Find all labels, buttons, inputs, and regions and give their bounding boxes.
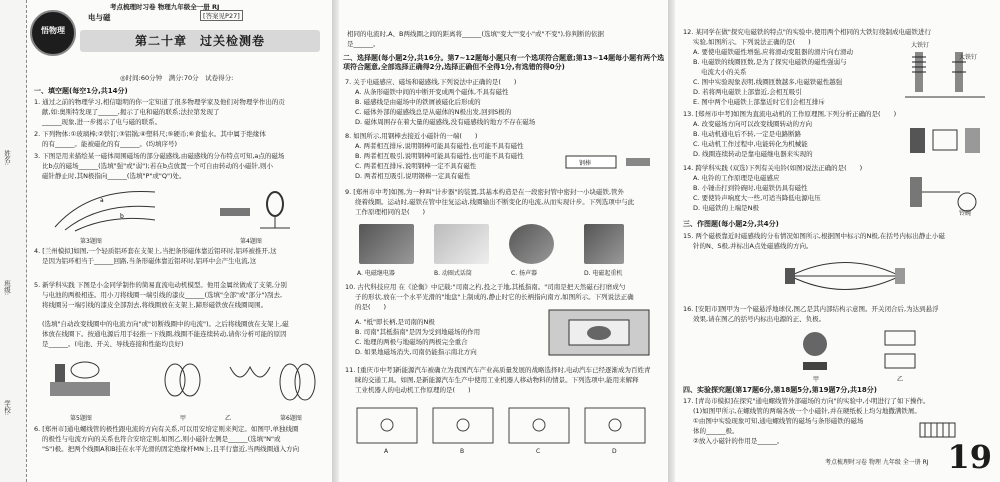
page-right	[675, 0, 1000, 482]
option-line: B. 两者相互吸引,说明钢棒可能具有磁性,也可能不具有磁性	[355, 152, 524, 160]
figure-caption: 第5题图	[70, 415, 92, 422]
question-line: 是______。	[347, 40, 380, 48]
question-line: 是因为铝环相当于______回路,当条形磁体靠近铝环时,铝环中会产生电流,这	[42, 257, 257, 265]
question-line: 效果,请在图乙的括号内标出电源的正、负极。	[693, 315, 826, 323]
question-line: 6. [郑州市]通电螺线管的极性跟电流的方向有关系,可以用安培定则来判定。如图甲,单独线圈	[34, 425, 299, 433]
binding-strip	[0, 0, 27, 482]
crane-photo	[584, 224, 624, 264]
question-line: 磁针静止时,其N极指向______(选填"P"或"Q")处。	[42, 172, 186, 180]
field-lines-figure	[785, 254, 905, 299]
unit-label: 电与磁	[88, 13, 111, 22]
figure-label: 铃碗	[959, 210, 972, 217]
question-line: 17. [青岛市模拟]在探究"通电螺线管外部磁场的方向"的实验中,小明进行了如下操作。	[683, 397, 930, 405]
option-line: 电流大小的关系	[701, 68, 747, 76]
question-line: 比b点的磁场______(选填"强"或"弱");若在b点放置一个可自由转动的小磁针,则小	[42, 162, 274, 170]
question-line: 的有______。能被磁化的有______。(均填序号)	[42, 140, 178, 148]
figure-label: 大铁钉	[959, 54, 978, 61]
question-line: 3. 下图是用来描绘某一磁体周围磁场的部分磁感线,由磁感线的分布特点可知,a点的磁场	[34, 152, 285, 160]
question-line: 7. 关于电磁感应、磁场和磁感线,下列说法中正确的是( )	[345, 78, 517, 86]
option-line: C. 地理的两极与地磁场的两极完全重合	[355, 338, 468, 346]
question-line: 15. 两个磁极靠近时磁感线的分布情况如图所示,根据图中标示的N极,在括号内标出静止小磁	[683, 232, 945, 240]
question-line: 16. [安阳市]图甲为一个磁悬浮地球仪,图乙是其内部结构示意图。开关闭合后,为达到悬浮	[683, 305, 939, 313]
option-label: B	[460, 448, 465, 455]
section-heading: 四、实验探究题(第17题6分,第18题5分,第19题7分,共18分)	[683, 386, 877, 394]
microphone-photo	[434, 224, 489, 264]
school-label: 学校:	[3, 400, 11, 416]
question-line: 工作原理相同的是( )	[355, 208, 426, 216]
question-line: 14. 跨学科实践 (双选)下列有关电铃(如图)说法正确的是( )	[683, 164, 863, 172]
electric-bell-figure	[905, 172, 985, 217]
question-line: 实验,如图所示。下列说法正确的是( )	[693, 38, 811, 46]
question-line: "S")极。把两个线圈A和B挂在水平光滑的固定绝缘杆MN上,且平行靠近,当两线圈通入方向	[42, 445, 300, 453]
figure-caption: 甲	[813, 376, 820, 383]
option-line: B. 磁感线是由磁场中的铁屑被磁化后形成的	[355, 98, 481, 106]
exam-meta: ◎时间:60分钟 满分:70分 试卷得分:	[120, 74, 234, 82]
option-label: D	[612, 448, 617, 455]
option-line: D. 如果地磁场消失,司南仍能指示南北方向	[355, 348, 477, 356]
option-label: B. 动圈式话筒	[434, 270, 472, 277]
question-line: 工业机器人的电动机工作原理的是( )	[355, 386, 471, 394]
section-heading: 一、填空题(每空1分,共14分)	[34, 87, 128, 95]
brand-logo: 悟物理	[30, 10, 76, 56]
option-line: D. 两者相互吸引,说明钢棒一定具有磁性	[355, 172, 471, 180]
class-label: 班级:	[3, 280, 11, 296]
question-line: 是______。(电池、开关、导线连接和性能均良好)	[42, 340, 184, 348]
option-label: A. 电磁继电器	[357, 270, 395, 277]
option-line: A. 从条形磁铁中间的中断开变成两个磁体,不具有磁性	[355, 88, 509, 96]
question-line: 2. 下列物体:①玻璃棒;②铁钉;③铝锅;④塑料尺;⑤硬币;⑥食盐水。其中属于绝缘体	[34, 130, 266, 138]
svg-text:b: b	[120, 213, 124, 220]
maglev-globe-figure	[785, 326, 945, 376]
question-line: 体放在线圈下。按通电源后用手轻推一下线圈,线圈不能连续转动,请你分析可能的原因	[42, 330, 287, 338]
aluminum-ring-diagram	[215, 190, 295, 230]
option-label: C	[536, 448, 541, 455]
page-left	[0, 0, 338, 482]
magnetic-field-diagram	[50, 182, 160, 232]
question-line: 针的N、S极,并标出A点处磁感线的方向。	[693, 242, 813, 250]
running-header: 考点梳理时习卷 物理九年级全一册 RJ	[110, 3, 220, 11]
section-heading: 三、作图题(每小题2分,共4分)	[683, 220, 779, 228]
question-line: (1)如图甲所示,在螺线管的两端各放一个小磁针,并在硬纸板上均匀地撒满铁屑。	[693, 407, 921, 415]
question-line: 体的______极。	[693, 427, 739, 435]
option-line: D. 若将两电磁铁上部靠近,会相互吸引	[693, 88, 802, 96]
question-line: 8. 如图所示,用钢棒去接近小磁针的一端( )	[345, 132, 478, 140]
figure-label: 钢棒	[579, 160, 592, 167]
question-line: (选填"自动改变线圈中的电流方向"或"切断线圈中的电流")。之后将线圈放在支架上,磁	[42, 320, 289, 328]
option-line: A. 要使电磁铁磁性增强,应将滑动变阻器的滑片向右滑动	[693, 48, 854, 56]
steel-rod-diagram	[564, 148, 654, 178]
question-line: 与电池的两极相连。用小刀将线圈一端引线的漆皮______(选填"全部"或"部分")刮去,	[42, 291, 283, 299]
question-line: 睐的交通工具。如图,是新能源汽车生产中使用工业机器人移动物料的情景。下列选项中,能用来解释	[355, 376, 639, 384]
question-line: 的是( )	[355, 303, 387, 311]
question-line: 4. [兰州模拟]如图,一个轻质铝环套在支架上,当把条形磁体靠近铝环时,铝环被推开,这	[34, 247, 277, 255]
option-line: B. 司南"其柢指南"是因为受到地磁场的作用	[355, 328, 481, 336]
option-line: C. 要使铃声响度大一些,可适当降低电源电压	[693, 194, 821, 202]
figure-caption: 第3题图	[80, 238, 102, 245]
question-line: 5. 新学科实践 下图是小金同学制作的简易直流电动机模型。他用金属丝做成了支架,分别	[34, 281, 287, 289]
figure-caption: 第4题图	[240, 238, 262, 245]
option-line: A. 改变磁场方向可以改变线圈转动的方向	[693, 120, 812, 128]
question-line: 12. 某同学在做"探究电磁铁的特点"的实验中,使用两个相同的大铁钉绕制成电磁铁进行	[683, 28, 931, 36]
option-line: D. 磁体周围存在着大量的磁感线,没有磁感线的地方不存在磁场	[355, 118, 536, 126]
question-line: 子的形状,放在一个水平光滑的"地盘"上制成的,静止时它的长柄指向南方,如图所示。下列说法正确	[355, 293, 634, 301]
question-line: ______现象,进一步揭示了电与磁的联系。	[42, 118, 162, 126]
option-line: D. 电磁铁的上端是N极	[693, 204, 759, 212]
option-label: D. 电磁起重机	[584, 270, 623, 277]
figure-caption: 甲	[180, 415, 187, 422]
page-middle	[339, 0, 674, 482]
question-line: 相同的电流时,A、B两线圈之间的距离将______(选填"变大""变小"或"不变"),你判断的依据	[347, 30, 605, 38]
question-line: 将线圈另一端引线的漆皮全部刮去,将线圈放在支架上,蹄形磁铁放在线圈周围。	[42, 301, 268, 309]
motor-and-coil-figures	[40, 352, 320, 412]
question-line: 的极性与电流方向的关系也符合安培定则,如图乙,则小磁针左侧是______(选填"N"或	[42, 435, 281, 443]
option-line: C. 电动机工作过程中,电能转化为机械能	[693, 140, 808, 148]
question-line: 9. [郑州市中考]如图,为一种叫"计步器"的装置,其基本构造是在一段密封管中密封一小块磁铁,管外	[345, 188, 625, 196]
question-line: ②放入小磁针的作用是______。	[693, 437, 784, 445]
option-label: C. 扬声器	[511, 270, 538, 277]
question-line: 献,如:奥斯特发现了______,揭示了电和磁的联系;法拉第发现了	[42, 108, 220, 116]
option-line: A. 两者相互排斥,说明钢棒可能具有磁性,也可能不具有磁性	[355, 142, 524, 150]
circuit-options-figure	[355, 400, 655, 455]
question-line: 11. [重庆市中考]新能源汽车被确立为我国汽车产业高质量发展的战略选择时,电动汽车已经逐渐成为百姓青	[345, 366, 651, 374]
option-line: C. 两者相互排斥,说明钢棒一定不具有磁性	[355, 162, 477, 170]
option-line: B. 电磁铁的线圈匝数,是为了探究电磁铁的磁性强弱与	[693, 58, 847, 66]
dc-motor-figure	[905, 118, 985, 163]
speaker-photo	[509, 224, 554, 264]
chapter-title: 第二十章 过关检测卷	[80, 30, 320, 52]
option-line: B. 电动机通电后不转,一定是电路断路	[693, 130, 802, 138]
question-line: 1. 通过之前的物理学习,相信聪明的你一定知道了很多物理学家及他们对物理学作出的贡	[34, 98, 285, 106]
option-line: C. 磁体外部的磁感线总是从磁体的N极出发,回到S极的	[355, 108, 512, 116]
option-line: E. 图中两个电磁铁上部靠近时它们会相互排斥	[693, 98, 825, 106]
figure-caption: 第6题图	[280, 415, 302, 422]
electromagnet-figure	[900, 42, 990, 102]
name-label: 姓名:	[3, 150, 11, 166]
option-line: A. 电铃的工作原理是电磁感应	[693, 174, 780, 182]
option-line: C. 图中实验现象表明,线圈匝数越多,电磁铁磁性越强	[693, 78, 843, 86]
page-footer: 考点梳理时习卷 物理 九年级 全一册 RJ	[825, 459, 929, 466]
section-heading: 二、选择题(每小题2分,共16分。第7~12题每小题只有一个选项符合题意;第13~14题每小题有两个选项符合题意,全部选择正确得2分,选择正确但不全得1分,有选错的得0分)	[343, 54, 665, 71]
page-number: 19	[947, 438, 992, 476]
question-line: 13. [郑州市中考]如图为直流电动机的工作原理图,下列分析正确的是( )	[683, 110, 897, 118]
option-line: D. 线圈连续转动是靠电磁继电器来实现的	[693, 150, 813, 158]
answer-ref: [答案见P27]	[200, 10, 243, 21]
figure-caption: 乙	[225, 415, 232, 422]
question-line: 10. 古代科技应用 在《论衡》中记载:"司南之杓,投之于地,其柢指南。"司南是把天然磁石打磨成勺	[345, 283, 626, 291]
question-line: ①由图中实验现象可知,通电螺线管的磁场与条形磁铁的磁场	[693, 417, 864, 425]
question-line: 绕着线圈。运动时,磁铁在管中往复运动,线圈输出不断变化的电流,从而实现计步。下列选项中与此	[355, 198, 635, 206]
figure-caption: 乙	[897, 376, 904, 383]
sinan-compass-figure	[544, 305, 654, 360]
svg-text:a: a	[100, 197, 104, 204]
figure-label: 大铁钉	[911, 42, 930, 49]
option-label: A	[384, 448, 389, 455]
relay-photo	[359, 224, 414, 264]
option-line: A. "柢"即长柄,是司南的N极	[355, 318, 435, 326]
option-line: B. 小锤击打到铃碗时,电磁铁仍具有磁性	[693, 184, 808, 192]
